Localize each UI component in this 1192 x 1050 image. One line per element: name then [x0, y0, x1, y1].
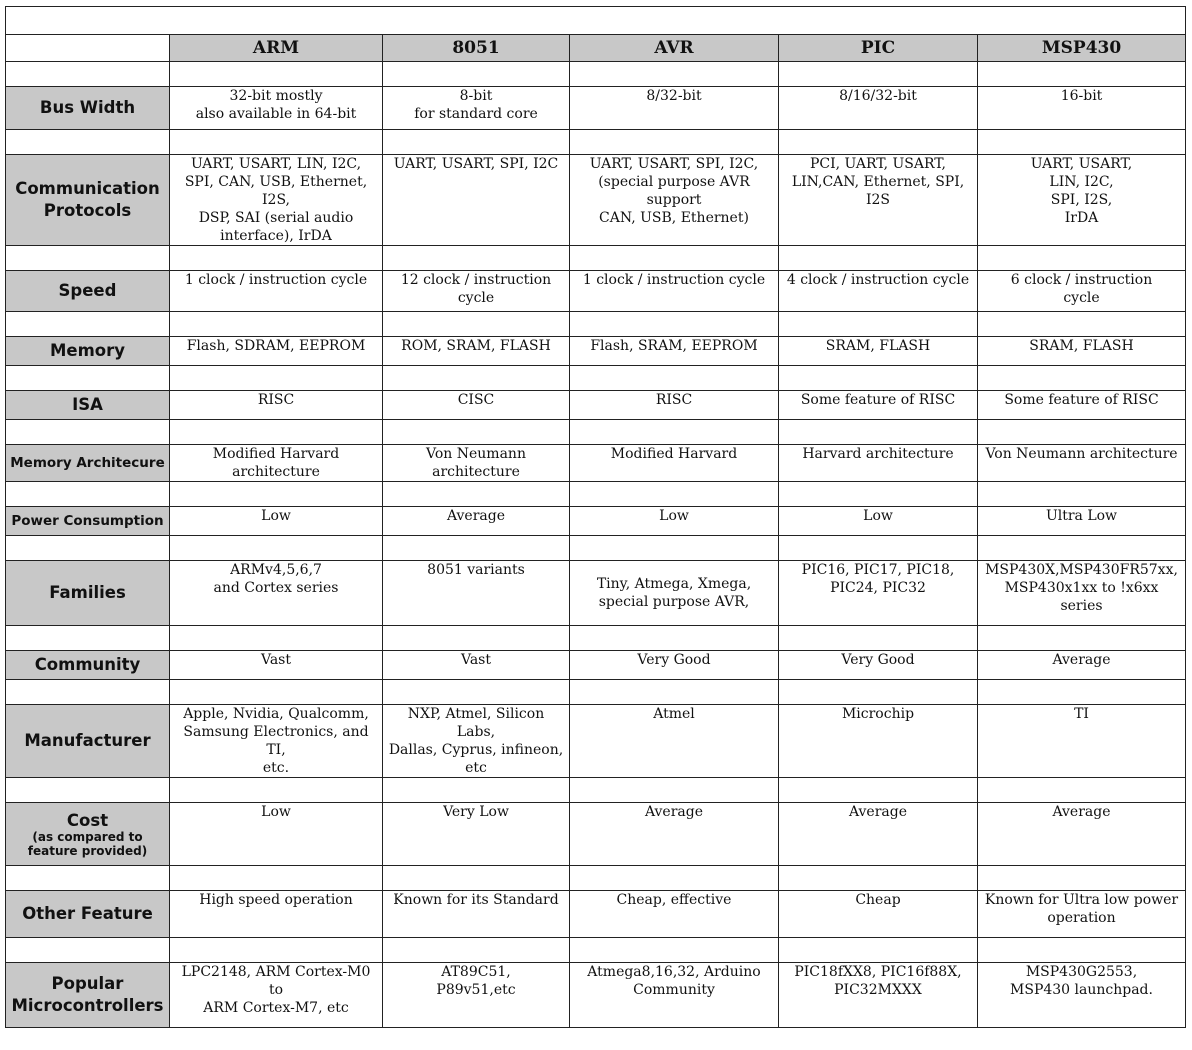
cell-cost-arm: Low: [170, 803, 383, 866]
spacer-cell: [170, 536, 383, 561]
cell-memory-avr: Flash, SRAM, EEPROM: [570, 337, 779, 366]
spacer-cell: [779, 312, 978, 337]
spacer-cell: [570, 938, 779, 963]
row-label-manufacturer: [6, 705, 170, 778]
cell-community-8051: Vast: [383, 651, 570, 680]
cell-other-feature-pic: Cheap: [779, 891, 978, 938]
row-power-consumption: [6, 507, 1186, 536]
title-cell: [6, 7, 1186, 35]
table-body: [6, 7, 1186, 1028]
cell-cost-msp430: Average: [978, 803, 1186, 866]
spacer-cell: [779, 536, 978, 561]
cell-memory-arm: Flash, SDRAM, EEPROM: [170, 337, 383, 366]
spacer-cell: [170, 366, 383, 391]
spacer-cell: [779, 866, 978, 891]
spacer-cell: [779, 938, 978, 963]
cell-manufacturer-pic: Microchip: [779, 705, 978, 778]
spacer-cell: [170, 482, 383, 507]
spacer-cell: [570, 312, 779, 337]
spacer-row: [6, 246, 1186, 271]
cell-power-consumption-arm: Low: [170, 507, 383, 536]
cell-cost-avr: Average: [570, 803, 779, 866]
spacer-row: [6, 626, 1186, 651]
row-label-communication-protocols: [6, 155, 170, 246]
header-arm: ARM: [170, 35, 383, 62]
spacer-cell: [6, 312, 170, 337]
spacer-row: [6, 312, 1186, 337]
spacer-cell: [383, 938, 570, 963]
cell-communication-protocols-avr: UART, USART, SPI, I2C, (special purpose AVR support CAN, USB, Ethernet): [570, 155, 779, 246]
spacer-cell: [978, 366, 1186, 391]
spacer-cell: [779, 366, 978, 391]
spacer-cell: [570, 680, 779, 705]
cell-memory-msp430: SRAM, FLASH: [978, 337, 1186, 366]
spacer-cell: [779, 680, 978, 705]
spacer-cell: [779, 626, 978, 651]
cell-other-feature-avr: Cheap, effective: [570, 891, 779, 938]
row-isa: [6, 391, 1186, 420]
cell-cost-8051: Very Low: [383, 803, 570, 866]
cell-bus-width-8051: 8-bit for standard core: [383, 87, 570, 130]
row-memory: [6, 337, 1186, 366]
row-label-text: Other Feature: [22, 904, 153, 923]
spacer-cell: [6, 482, 170, 507]
spacer-cell: [6, 62, 170, 87]
spacer-cell: [779, 778, 978, 803]
spacer-cell: [6, 680, 170, 705]
cell-power-consumption-pic: Low: [779, 507, 978, 536]
spacer-cell: [6, 420, 170, 445]
spacer-cell: [383, 866, 570, 891]
spacer-cell: [779, 130, 978, 155]
spacer-cell: [383, 130, 570, 155]
cell-memory-8051: ROM, SRAM, FLASH: [383, 337, 570, 366]
cell-families-avr: Tiny, Atmega, Xmega, special purpose AVR,: [570, 561, 779, 626]
spacer-cell: [978, 680, 1186, 705]
microcontroller-comparison-table: [5, 6, 1186, 1028]
spacer-cell: [6, 938, 170, 963]
cell-community-pic: Very Good: [779, 651, 978, 680]
spacer-cell: [170, 680, 383, 705]
spacer-cell: [978, 626, 1186, 651]
cell-popular-microcontrollers-pic: PIC18fXX8, PIC16f88X, PIC32MXXX: [779, 963, 978, 1028]
cell-memory-architecture-avr: Modified Harvard: [570, 445, 779, 482]
cell-communication-protocols-msp430: UART, USART, LIN, I2C, SPI, I2S, IrDA: [978, 155, 1186, 246]
header-avr: AVR: [570, 35, 779, 62]
cell-families-8051: 8051 variants: [383, 561, 570, 626]
spacer-cell: [383, 778, 570, 803]
row-label-power-consumption: [6, 507, 170, 536]
row-other-feature: [6, 891, 1186, 938]
spacer-row: [6, 680, 1186, 705]
spacer-cell: [978, 778, 1186, 803]
row-label-speed: [6, 271, 170, 312]
cell-memory-pic: SRAM, FLASH: [779, 337, 978, 366]
spacer-cell: [570, 778, 779, 803]
spacer-cell: [978, 482, 1186, 507]
spacer-cell: [570, 130, 779, 155]
cell-community-msp430: Average: [978, 651, 1186, 680]
cell-speed-8051: 12 clock / instruction cycle: [383, 271, 570, 312]
spacer-row: [6, 482, 1186, 507]
row-community: [6, 651, 1186, 680]
spacer-cell: [383, 482, 570, 507]
spacer-row: [6, 62, 1186, 87]
cell-speed-msp430: 6 clock / instruction cycle: [978, 271, 1186, 312]
cell-cost-pic: Average: [779, 803, 978, 866]
spacer-cell: [570, 62, 779, 87]
row-label-text: Popular Microcontrollers: [11, 974, 164, 1015]
spacer-cell: [978, 312, 1186, 337]
spacer-cell: [570, 536, 779, 561]
spacer-cell: [383, 536, 570, 561]
header-msp430: MSP430: [978, 35, 1186, 62]
row-label-text: Families: [49, 583, 126, 602]
row-label-text: Power Consumption: [11, 513, 164, 529]
spacer-cell: [170, 312, 383, 337]
row-popular-microcontrollers: [6, 963, 1186, 1028]
spacer-cell: [570, 246, 779, 271]
cell-power-consumption-8051: Average: [383, 507, 570, 536]
row-sublabel-text: (as compared to feature provided): [27, 829, 148, 858]
spacer-cell: [978, 62, 1186, 87]
spacer-cell: [383, 366, 570, 391]
spacer-cell: [6, 246, 170, 271]
cell-bus-width-pic: 8/16/32-bit: [779, 87, 978, 130]
cell-isa-pic: Some feature of RISC: [779, 391, 978, 420]
spacer-cell: [779, 62, 978, 87]
row-label-memory: [6, 337, 170, 366]
cell-memory-architecture-pic: Harvard architecture: [779, 445, 978, 482]
cell-manufacturer-avr: Atmel: [570, 705, 779, 778]
cell-isa-arm: RISC: [170, 391, 383, 420]
cell-popular-microcontrollers-8051: AT89C51, P89v51,etc: [383, 963, 570, 1028]
spacer-cell: [978, 246, 1186, 271]
row-label-isa: [6, 391, 170, 420]
header-row: [6, 35, 1186, 62]
cell-memory-architecture-msp430: Von Neumann architecture: [978, 445, 1186, 482]
header-8051: 8051: [383, 35, 570, 62]
cell-families-arm: ARMv4,5,6,7 and Cortex series: [170, 561, 383, 626]
spacer-cell: [170, 866, 383, 891]
row-label-popular-microcontrollers: [6, 963, 170, 1028]
cell-popular-microcontrollers-arm: LPC2148, ARM Cortex-M0 to ARM Cortex-M7, etc: [170, 963, 383, 1028]
spacer-cell: [6, 130, 170, 155]
spacer-row: [6, 366, 1186, 391]
row-label-text: Speed: [58, 281, 117, 300]
spacer-row: [6, 938, 1186, 963]
spacer-cell: [978, 866, 1186, 891]
spacer-cell: [170, 938, 383, 963]
spacer-row: [6, 536, 1186, 561]
spacer-cell: [570, 420, 779, 445]
spacer-cell: [779, 482, 978, 507]
spacer-cell: [570, 866, 779, 891]
spacer-cell: [383, 626, 570, 651]
spacer-cell: [779, 246, 978, 271]
row-communication-protocols: [6, 155, 1186, 246]
row-memory-architecture: [6, 445, 1186, 482]
cell-other-feature-arm: High speed operation: [170, 891, 383, 938]
cell-community-arm: Vast: [170, 651, 383, 680]
spacer-cell: [383, 246, 570, 271]
cell-manufacturer-arm: Apple, Nvidia, Qualcomm, Samsung Electronics, and TI, etc.: [170, 705, 383, 778]
spacer-cell: [170, 420, 383, 445]
row-label-text: Memory: [49, 341, 126, 360]
spacer-cell: [383, 420, 570, 445]
spacer-cell: [978, 420, 1186, 445]
row-label-text: Communication Protocols: [15, 179, 160, 220]
row-cost: [6, 803, 1186, 866]
cell-other-feature-8051: Known for its Standard: [383, 891, 570, 938]
spacer-cell: [170, 62, 383, 87]
row-label-community: [6, 651, 170, 680]
row-bus-width: [6, 87, 1186, 130]
row-manufacturer: [6, 705, 1186, 778]
spacer-row: [6, 420, 1186, 445]
cell-memory-architecture-8051: Von Neumann architecture: [383, 445, 570, 482]
cell-power-consumption-avr: Low: [570, 507, 779, 536]
spacer-cell: [978, 536, 1186, 561]
spacer-cell: [383, 312, 570, 337]
spacer-cell: [6, 778, 170, 803]
cell-popular-microcontrollers-avr: Atmega8,16,32, Arduino Community: [570, 963, 779, 1028]
cell-speed-arm: 1 clock / instruction cycle: [170, 271, 383, 312]
spacer-cell: [170, 778, 383, 803]
spacer-cell: [383, 680, 570, 705]
row-label-other-feature: [6, 891, 170, 938]
spacer-cell: [570, 482, 779, 507]
cell-memory-architecture-arm: Modified Harvard architecture: [170, 445, 383, 482]
header-corner-cell: [6, 35, 170, 62]
title-row: [6, 7, 1186, 35]
cell-manufacturer-8051: NXP, Atmel, Silicon Labs, Dallas, Cyprus, infineon, etc: [383, 705, 570, 778]
spacer-cell: [170, 130, 383, 155]
spacer-cell: [6, 626, 170, 651]
row-label-bus-width: [6, 87, 170, 130]
cell-bus-width-arm: 32-bit mostly also available in 64-bit: [170, 87, 383, 130]
row-label-cost: [6, 803, 170, 866]
spacer-cell: [170, 246, 383, 271]
spacer-cell: [779, 420, 978, 445]
cell-bus-width-avr: 8/32-bit: [570, 87, 779, 130]
row-label-text: Community: [34, 655, 141, 674]
row-families: [6, 561, 1186, 626]
cell-community-avr: Very Good: [570, 651, 779, 680]
row-label-text: Cost: [66, 810, 109, 830]
spacer-cell: [6, 366, 170, 391]
cell-isa-avr: RISC: [570, 391, 779, 420]
row-label-text: ISA: [72, 395, 103, 414]
cell-communication-protocols-pic: PCI, UART, USART, LIN,CAN, Ethernet, SPI, I2S: [779, 155, 978, 246]
cell-popular-microcontrollers-msp430: MSP430G2553, MSP430 launchpad.: [978, 963, 1186, 1028]
cell-communication-protocols-arm: UART, USART, LIN, I2C, SPI, CAN, USB, Ethernet, I2S, DSP, SAI (serial audio interface), IrDA: [170, 155, 383, 246]
header-pic: PIC: [779, 35, 978, 62]
row-label-text: Manufacturer: [24, 731, 151, 750]
spacer-row: [6, 130, 1186, 155]
cell-communication-protocols-8051: UART, USART, SPI, I2C: [383, 155, 570, 246]
cell-power-consumption-msp430: Ultra Low: [978, 507, 1186, 536]
cell-families-pic: PIC16, PIC17, PIC18, PIC24, PIC32: [779, 561, 978, 626]
spacer-cell: [570, 626, 779, 651]
spacer-row: [6, 778, 1186, 803]
row-label-families: [6, 561, 170, 626]
row-label-text: Bus Width: [39, 98, 136, 117]
spacer-cell: [978, 938, 1186, 963]
cell-speed-pic: 4 clock / instruction cycle: [779, 271, 978, 312]
cell-manufacturer-msp430: TI: [978, 705, 1186, 778]
cell-families-msp430: MSP430X,MSP430FR57xx, MSP430x1xx to !x6xx series: [978, 561, 1186, 626]
cell-speed-avr: 1 clock / instruction cycle: [570, 271, 779, 312]
spacer-cell: [383, 62, 570, 87]
row-label-memory-architecture: [6, 445, 170, 482]
row-label-text: Memory Architecure: [10, 455, 165, 471]
comparison-table-wrapper: [5, 6, 1185, 1028]
cell-isa-msp430: Some feature of RISC: [978, 391, 1186, 420]
cell-isa-8051: CISC: [383, 391, 570, 420]
spacer-cell: [170, 626, 383, 651]
cell-other-feature-msp430: Known for Ultra low power operation: [978, 891, 1186, 938]
row-speed: [6, 271, 1186, 312]
spacer-cell: [570, 366, 779, 391]
spacer-cell: [6, 536, 170, 561]
spacer-cell: [978, 130, 1186, 155]
cell-bus-width-msp430: 16-bit: [978, 87, 1186, 130]
spacer-row: [6, 866, 1186, 891]
spacer-cell: [6, 866, 170, 891]
